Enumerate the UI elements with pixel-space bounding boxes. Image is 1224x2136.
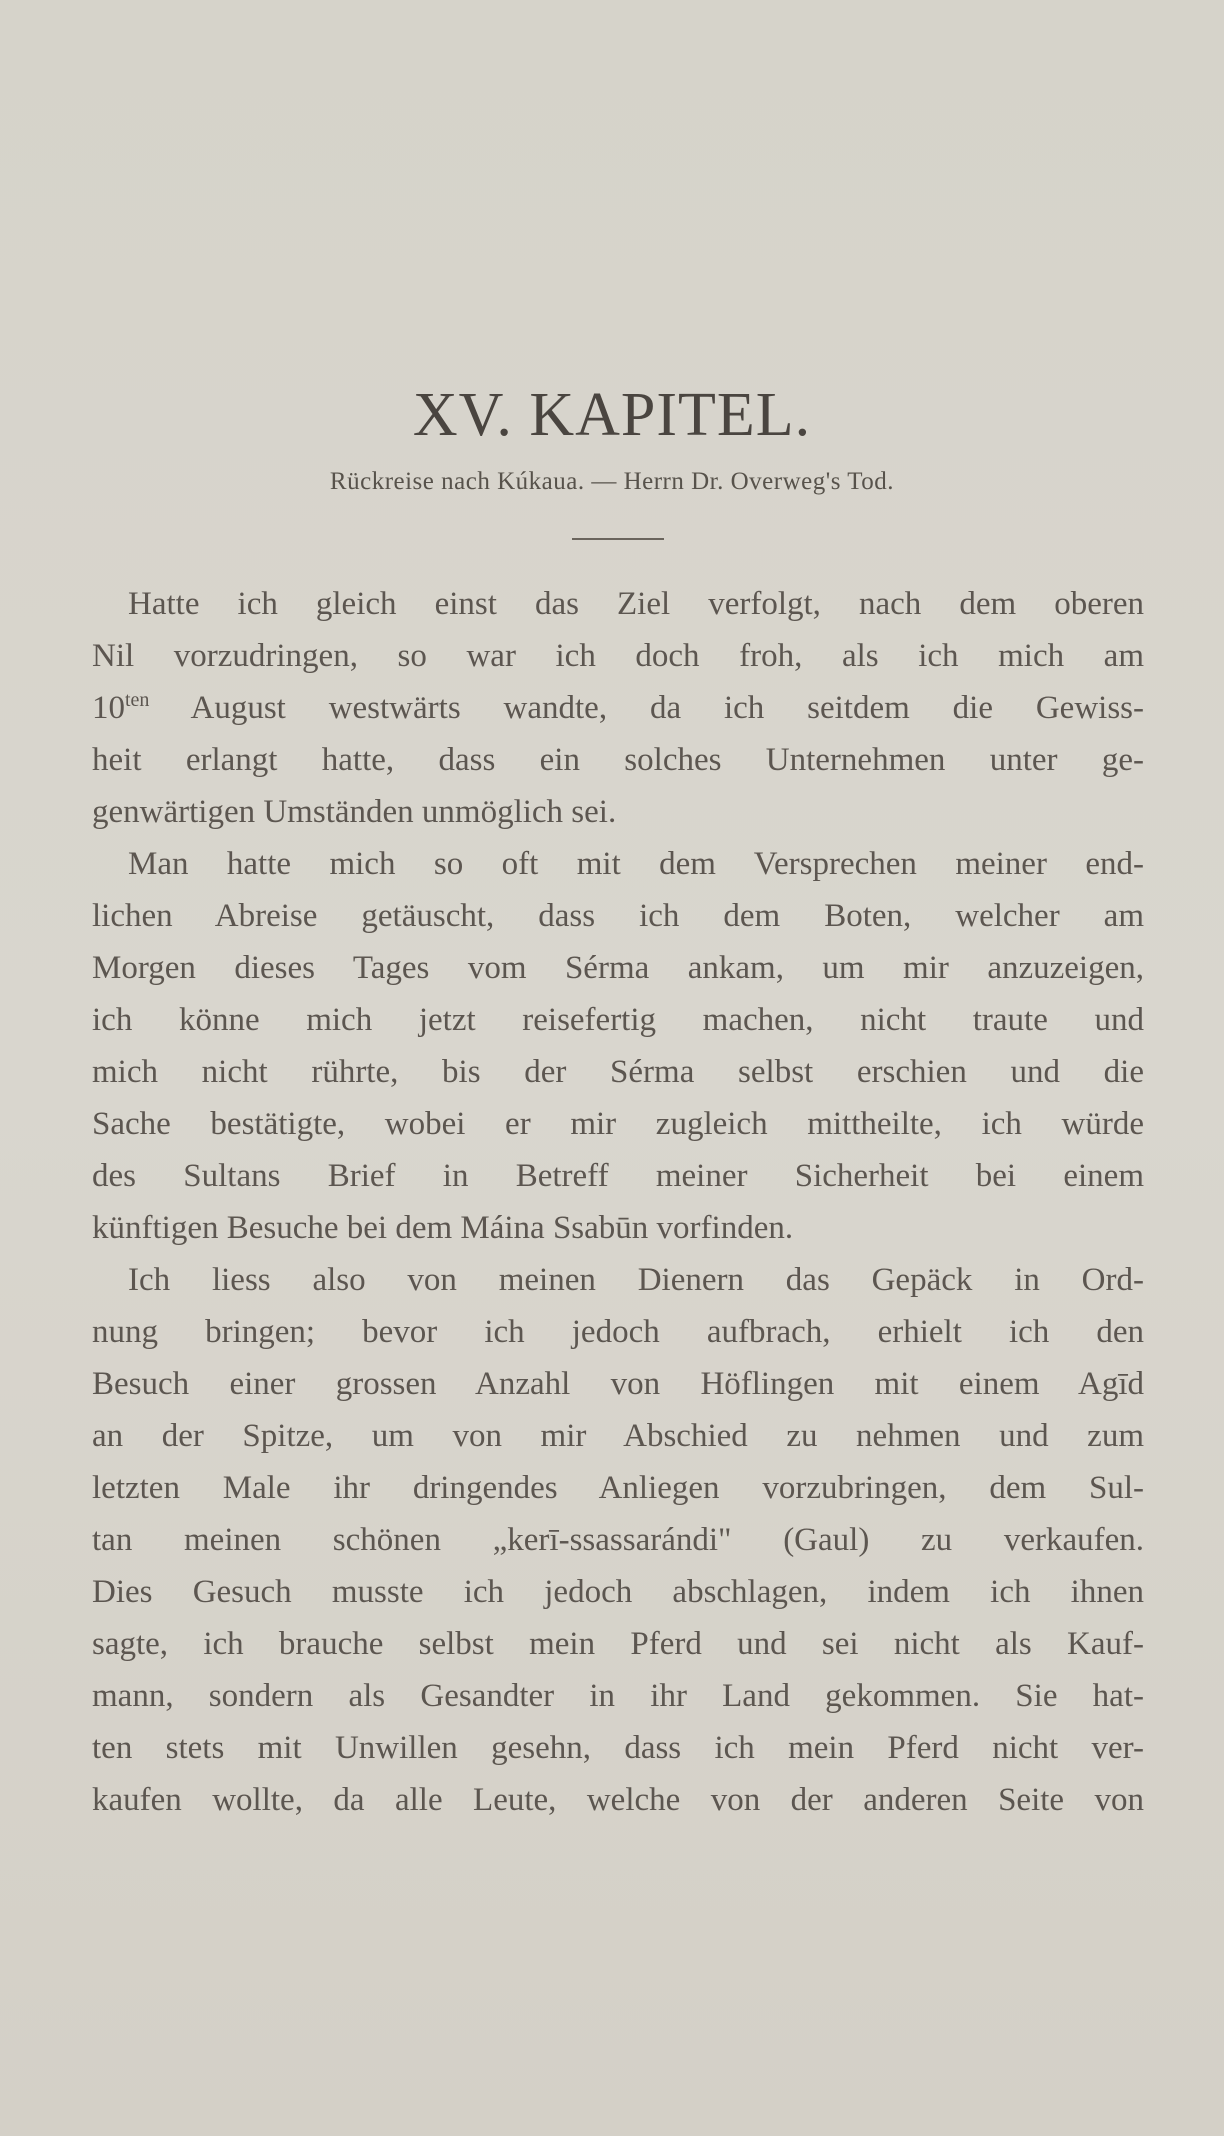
divider-rule [572, 538, 664, 540]
text-line: mich nicht rührte, bis der Sérma selbst erschien und die [92, 1054, 1144, 1090]
text-line: lichen Abreise getäuscht, dass ich dem Boten, welcher am [92, 898, 1144, 934]
text-line: des Sultans Brief in Betreff meiner Sicherheit bei einem [92, 1158, 1144, 1194]
text-line: kaufen wollte, da alle Leute, welche von der anderen Seite von [92, 1782, 1144, 1818]
text-line: Dies Gesuch musste ich jedoch abschlagen, indem ich ihnen [92, 1574, 1144, 1610]
text-line: mann, sondern als Gesandter in ihr Land gekommen. Sie hat- [92, 1678, 1144, 1714]
text-line: an der Spitze, um von mir Abschied zu nehmen und zum [92, 1418, 1144, 1454]
text-line: tan meinen schönen „kerī-ssassarándi" (Gaul) zu verkaufen. [92, 1522, 1144, 1558]
text-line: ten stets mit Unwillen gesehn, dass ich mein Pferd nicht ver- [92, 1730, 1144, 1766]
text-line: genwärtigen Umständen unmöglich sei. [92, 794, 617, 830]
text-line: heit erlangt hatte, dass ein solches Unternehmen unter ge- [92, 742, 1144, 778]
text-line: Sache bestätigte, wobei er mir zugleich mittheilte, ich würde [92, 1106, 1144, 1142]
text-line: letzten Male ihr dringendes Anliegen vorzubringen, dem Sul- [92, 1470, 1144, 1506]
chapter-subtitle: Rückreise nach Kúkaua. — Herrn Dr. Overweg's Tod. [329, 468, 895, 495]
text-line: ich könne mich jetzt reisefertig machen, nicht traute und [92, 1002, 1144, 1038]
text-line [92, 682, 1144, 734]
text-line: Ich liess also von meinen Dienern das Gepäck in Ord- [128, 1262, 1144, 1298]
chapter-title: XV. KAPITEL. [412, 381, 812, 449]
text-line: Nil vorzudringen, so war ich doch froh, als ich mich am [92, 638, 1144, 674]
text-line: Besuch einer grossen Anzahl von Höflingen mit einem Agīd [92, 1366, 1144, 1402]
body-text [92, 578, 1144, 1826]
text-line: Man hatte mich so oft mit dem Versprechen meiner end- [128, 846, 1144, 882]
text-line: sagte, ich brauche selbst mein Pferd und sei nicht als Kauf- [92, 1626, 1144, 1662]
text-line: Morgen dieses Tages vom Sérma ankam, um mir anzuzeigen, [92, 950, 1144, 986]
line-continuation: August westwärts wandte, da ich seitdem die Gewiss- [149, 690, 1144, 726]
text-line: nung bringen; bevor ich jedoch aufbrach, erhielt ich den [92, 1314, 1144, 1350]
ordinal-suffix: ten [125, 689, 150, 711]
date-number: 10 [92, 690, 125, 726]
text-line: künftigen Besuche bei dem Máina Ssabūn vorfinden. [92, 1210, 794, 1246]
text-line: Hatte ich gleich einst das Ziel verfolgt, nach dem oberen [128, 586, 1144, 622]
